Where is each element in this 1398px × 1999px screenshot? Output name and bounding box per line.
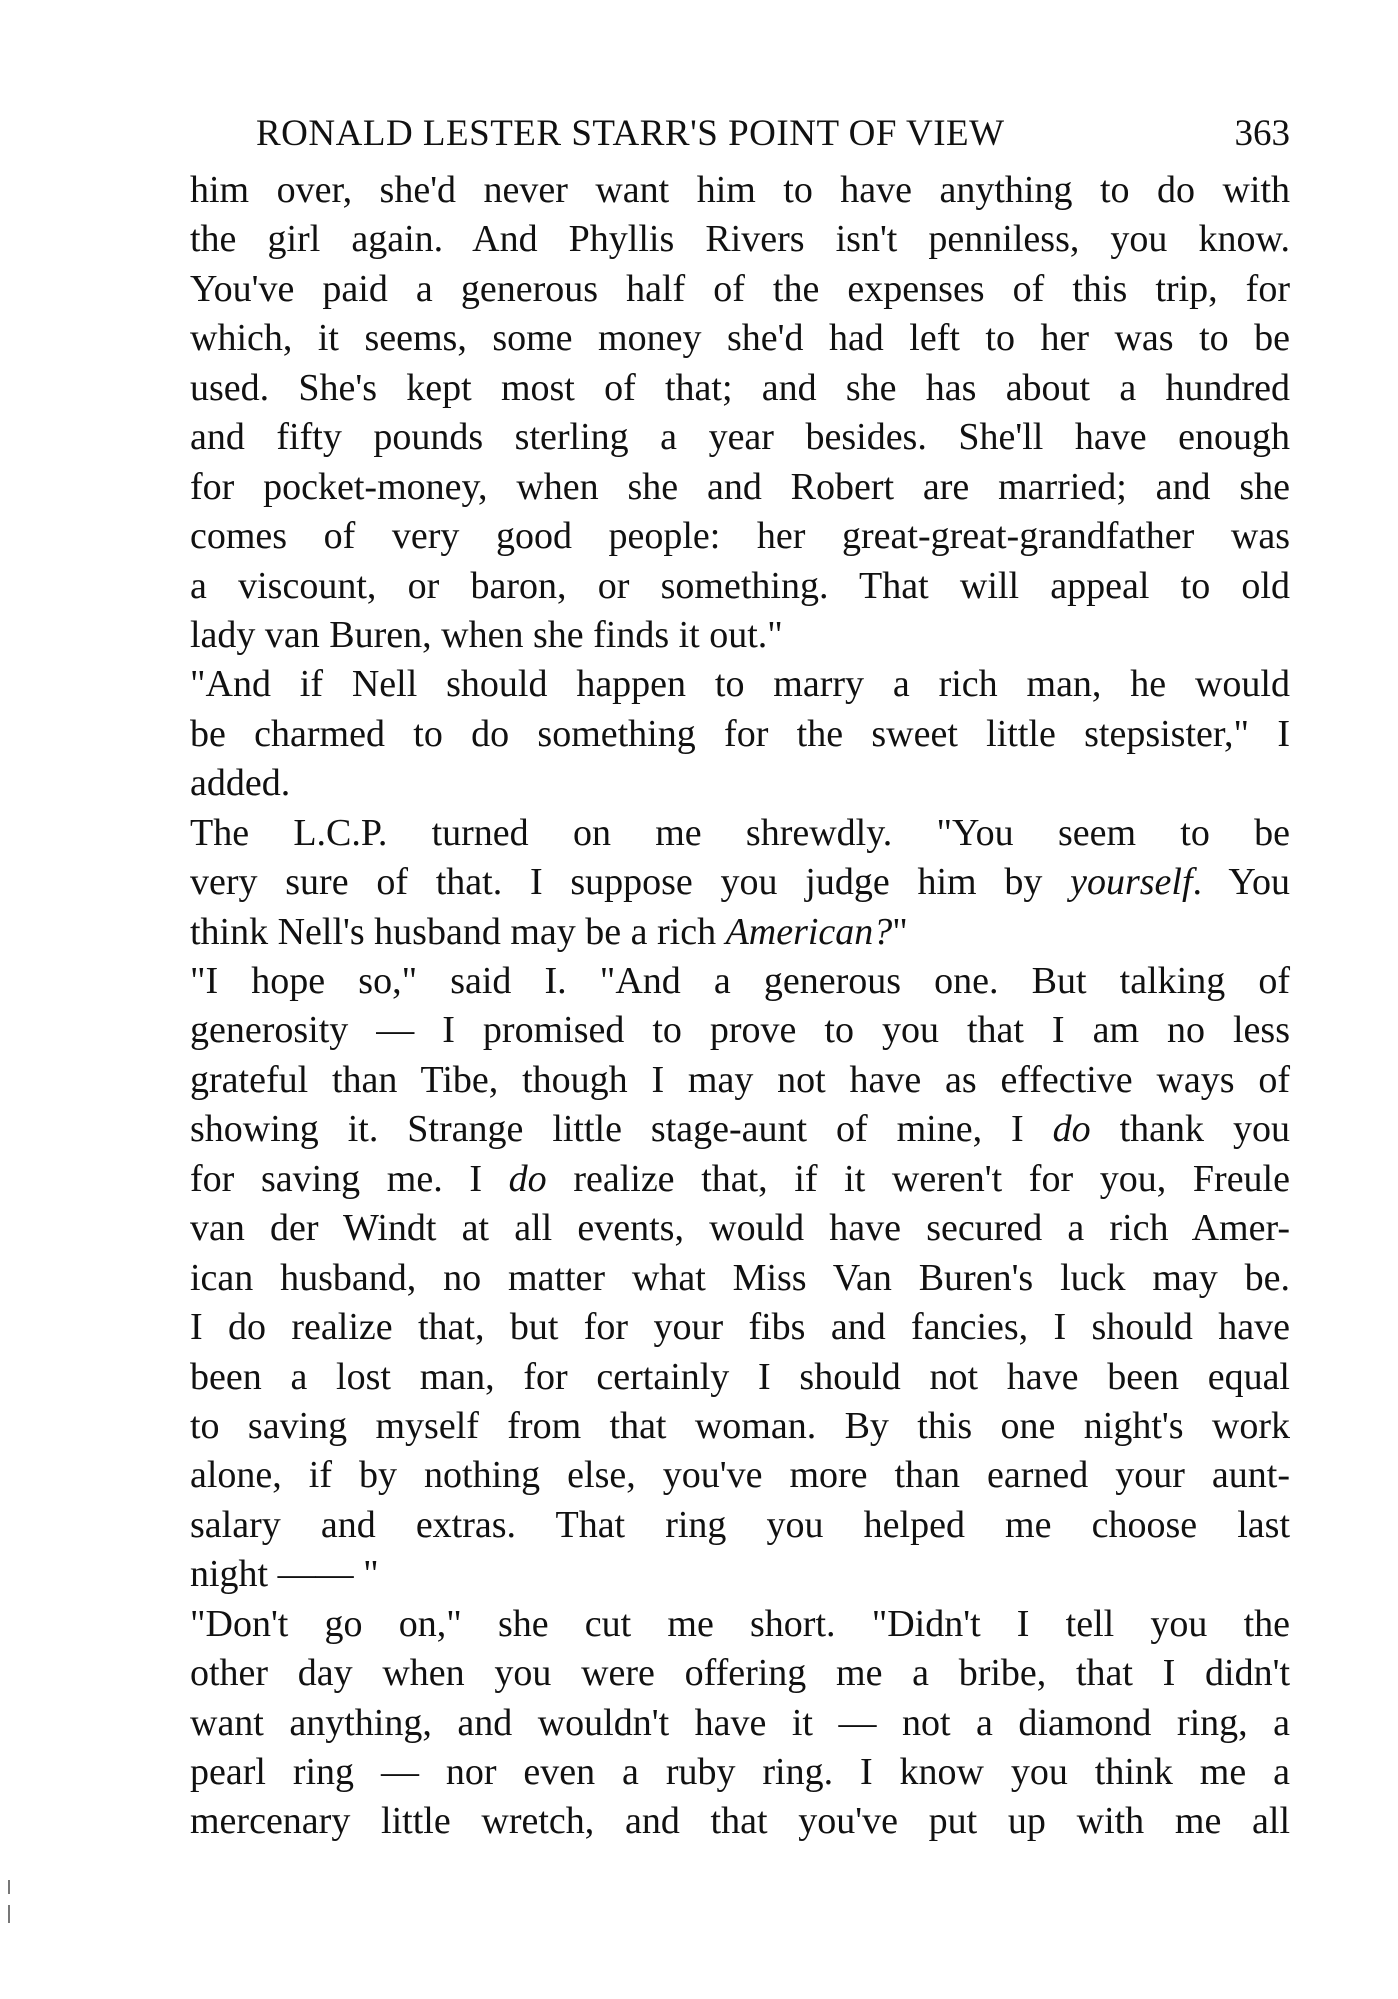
text-line: showing it. Strange little stage-aunt of mine, I do thank you <box>190 1108 1290 1151</box>
text-line: be charmed to do something for the sweet little stepsister," I <box>190 712 1290 755</box>
text-line: want anything, and wouldn't have it — not a diamond ring, a <box>190 1701 1290 1744</box>
text-line: added. <box>190 762 291 805</box>
text-line: think Nell's husband may be a rich American?" <box>190 910 908 953</box>
text-line: which, it seems, some money she'd had left to her was to be <box>190 317 1290 360</box>
text-line: mercenary little wretch, and that you've put up with me all <box>190 1800 1290 1843</box>
text-line: been a lost man, for certainly I should not have been equal <box>190 1355 1290 1398</box>
text-line: You've paid a generous half of the expenses of this trip, for <box>190 267 1290 310</box>
text-line: night —— " <box>190 1553 379 1596</box>
text-line: pearl ring — nor even a ruby ring. I know you think me a <box>190 1751 1290 1793</box>
text-line: for pocket-money, when she and Robert are married; and she <box>190 465 1290 508</box>
page-number: 363 <box>1234 113 1290 154</box>
margin-mark <box>8 1880 10 1894</box>
body-text <box>190 166 1290 1847</box>
text-line: "Don't go on," she cut me short. "Didn't I tell you the <box>190 1602 1290 1645</box>
text-line: salary and extras. That ring you helped me choose last <box>190 1503 1290 1546</box>
text-line: grateful than Tibe, though I may not have as effective ways of <box>190 1058 1290 1101</box>
page-header <box>190 112 1290 172</box>
text-line: him over, she'd never want him to have anything to do with <box>190 169 1290 211</box>
text-line: comes of very good people: her great-great-grandfather was <box>190 515 1290 558</box>
text-line: very sure of that. I suppose you judge him by yourself. You <box>190 861 1290 904</box>
text-line: for saving me. I do realize that, if it weren't for you, Freule <box>190 1157 1290 1200</box>
text-line: alone, if by nothing else, you've more than earned your aunt- <box>190 1454 1290 1497</box>
text-line: The L.C.P. turned on me shrewdly. "You seem to be <box>190 811 1290 854</box>
margin-mark <box>8 1905 10 1923</box>
text-line: used. She's kept most of that; and she has about a hundred <box>190 366 1290 409</box>
text-line: I do realize that, but for your fibs and fancies, I should have <box>190 1306 1290 1349</box>
text-line: "And if Nell should happen to marry a rich man, he would <box>190 663 1290 706</box>
text-line: van der Windt at all events, would have secured a rich Amer- <box>190 1207 1290 1250</box>
text-line: lady van Buren, when she finds it out." <box>190 613 783 656</box>
text-line: the girl again. And Phyllis Rivers isn't penniless, you know. <box>190 218 1290 261</box>
running-head: RONALD LESTER STARR'S POINT OF VIEW <box>256 113 1005 154</box>
text-line: generosity — I promised to prove to you that I am no less <box>190 1009 1290 1052</box>
text-line: a viscount, or baron, or something. That will appeal to old <box>190 564 1290 607</box>
text-line: to saving myself from that woman. By this one night's work <box>190 1404 1290 1447</box>
text-line: "I hope so," said I. "And a generous one. But talking of <box>190 960 1290 1002</box>
text-line: ican husband, no matter what Miss Van Buren's luck may be. <box>190 1256 1290 1299</box>
text-line: and fifty pounds sterling a year besides. She'll have enough <box>190 416 1290 459</box>
text-line: other day when you were offering me a bribe, that I didn't <box>190 1652 1290 1695</box>
